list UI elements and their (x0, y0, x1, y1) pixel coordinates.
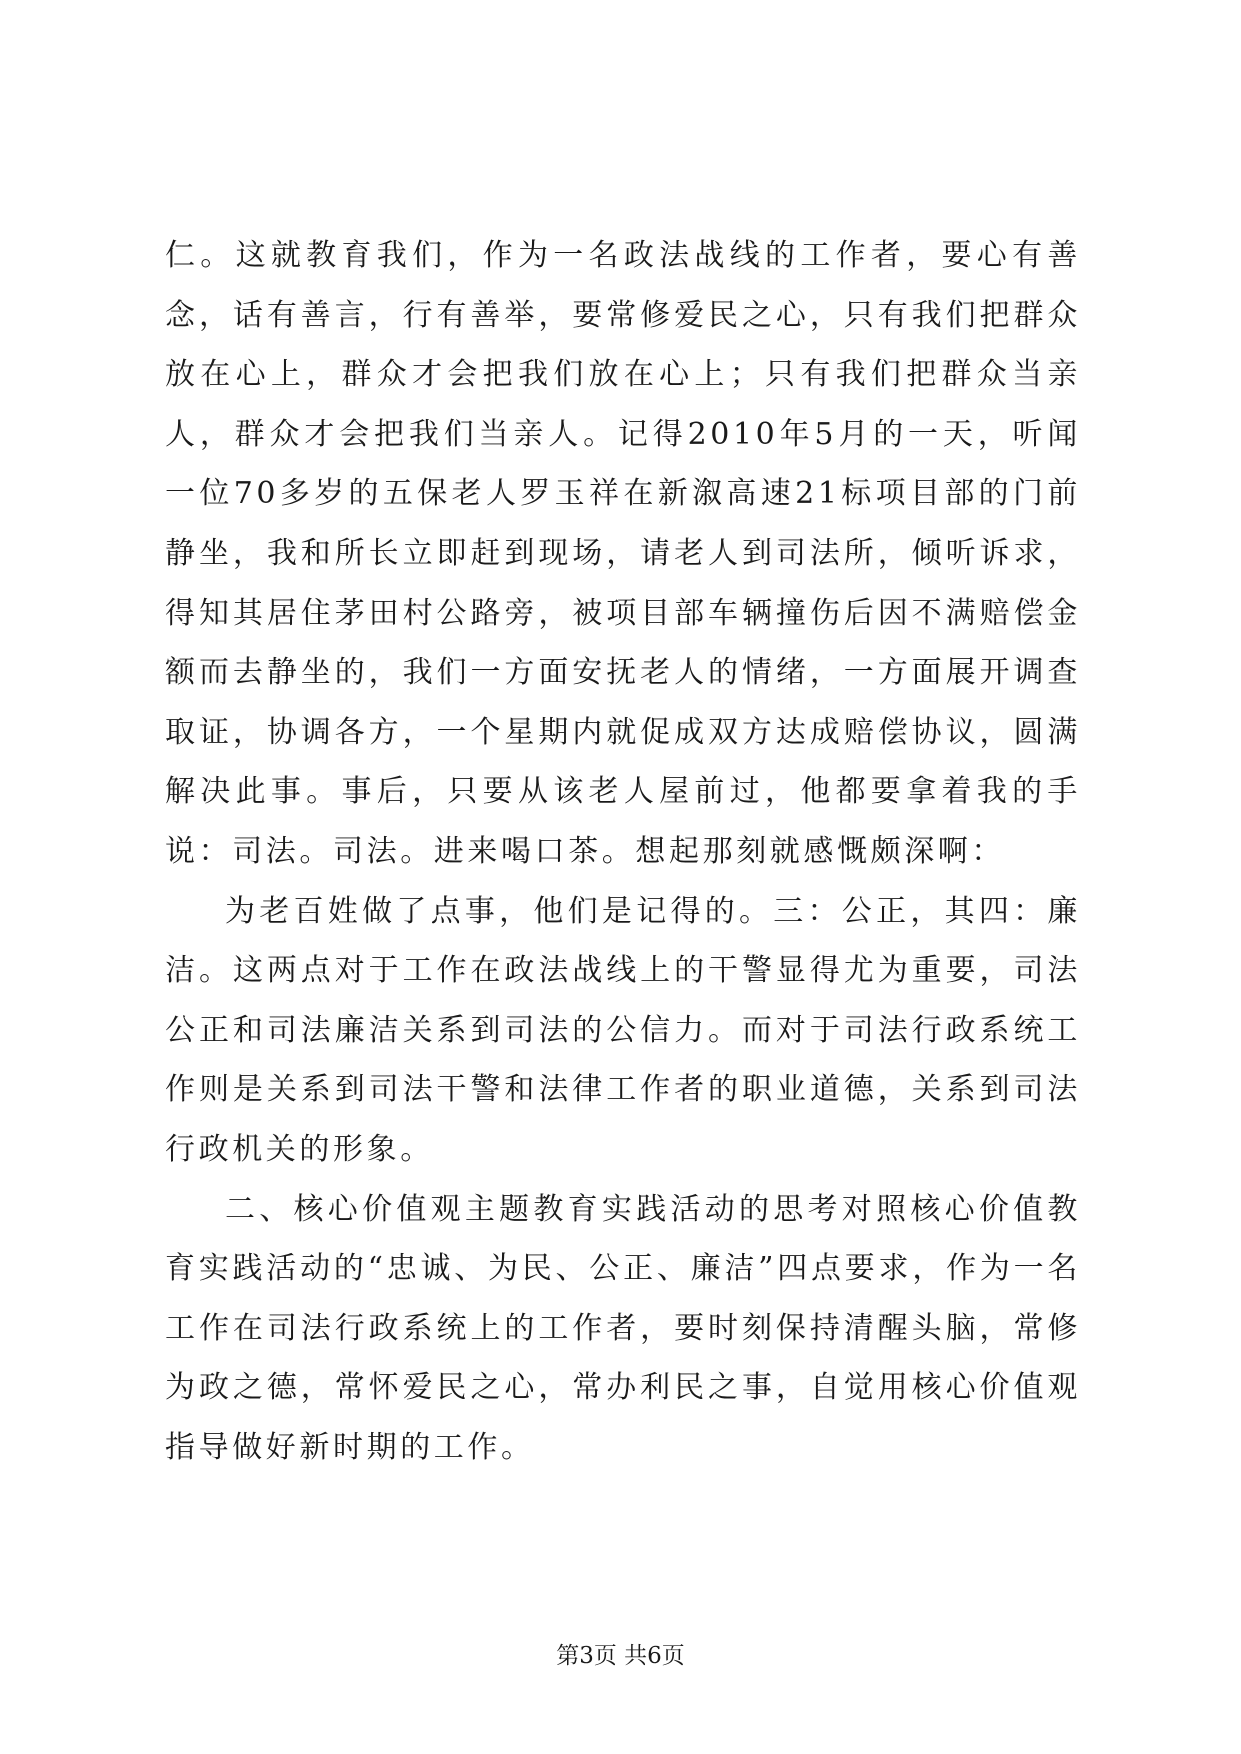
document-body (165, 226, 1081, 1477)
paragraph-3: 二、核心价值观主题教育实践活动的思考对照核心价值教育实践活动的“忠诚、为民、公正、廉洁”四点要求，作为一名工作在司法行政系统上的工作者，要时刻保持清醒头脑，常修为政之德，常怀爱民之心，常办利民之事，自觉用核心价值观指导做好新时期的工作。 (165, 1191, 1081, 1465)
paragraph-1: 仁。这就教育我们，作为一名政法战线的工作者，要心有善念，话有善言，行有善举，要常修爱民之心，只有我们把群众放在心上，群众才会把我们放在心上；只有我们把群众当亲人，群众才会把我们当亲人。记得2010年5月的一天，听闻一位70多岁的五保老人罗玉祥在新溆高速21标项目部的门前静坐，我和所长立即赶到现场，请老人到司法所，倾听诉求，得知其居住茅田村公路旁，被项目部车辆撞伤后因不满赔偿金额而去静坐的，我们一方面安抚老人的情绪，一方面展开调查取证，协调各方，一个星期内就促成双方达成赔偿协议，圆满解决此事。事后，只要从该老人屋前过，他都要拿着我的手说：司法。司法。进来喝口茶。想起那刻就感慨颇深啊： (165, 238, 1081, 869)
paragraph-2: 为老百姓做了点事，他们是记得的。三：公正，其四：廉洁。这两点对于工作在政法战线上的干警显得尤为重要，司法公正和司法廉洁关系到司法的公信力。而对于司法行政系统工作则是关系到司法干警和法律工作者的职业道德，关系到司法行政机关的形象。 (165, 893, 1081, 1167)
page-number-footer: 第3页 共6页 (556, 1643, 685, 1669)
